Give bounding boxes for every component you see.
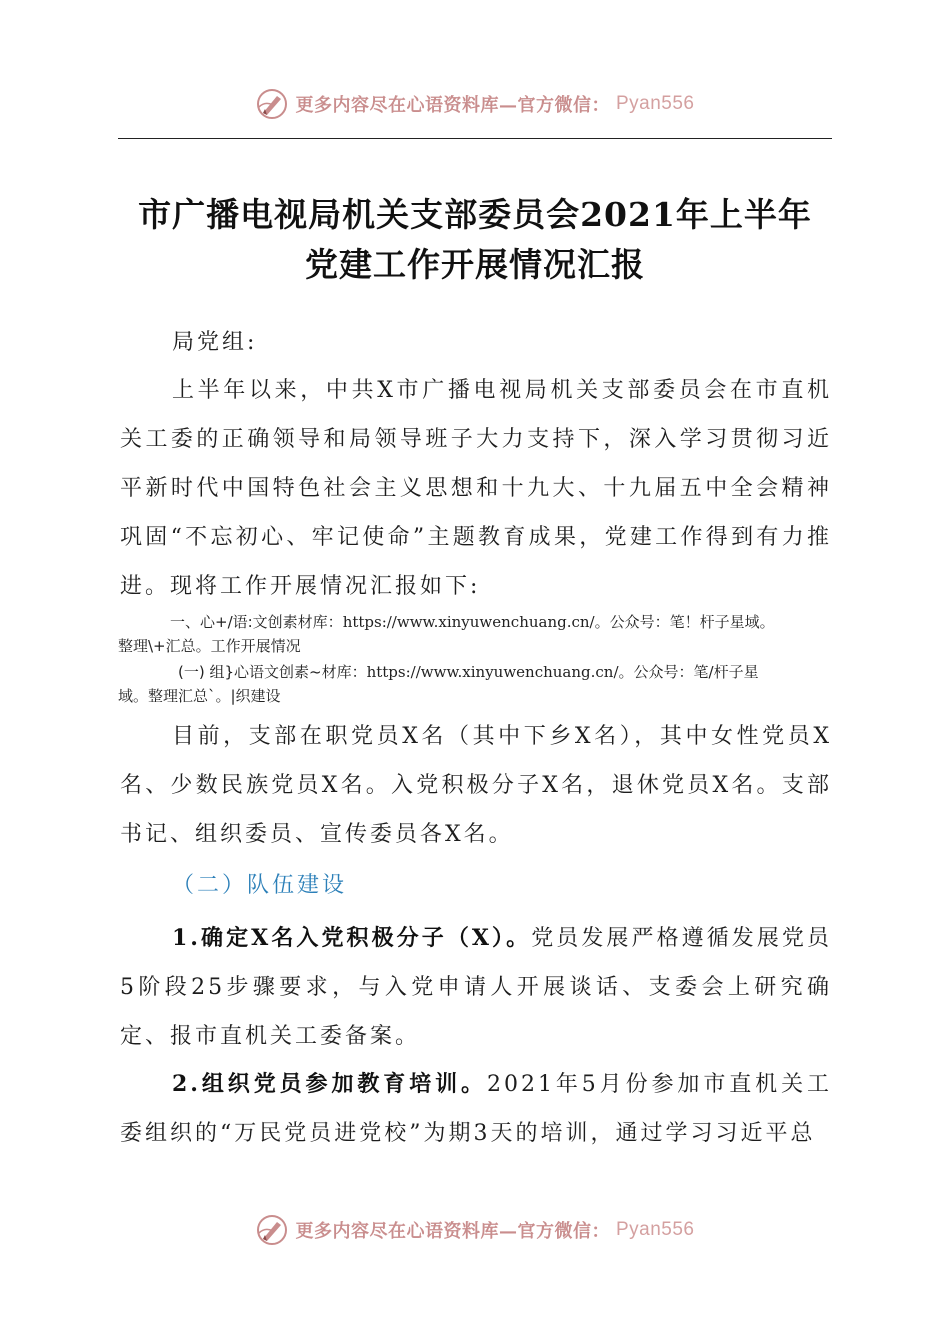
footer-watermark-wechat-id: Pyan556 [615,1219,695,1240]
pen-circle-logo-icon [255,87,289,121]
item2-paragraph [120,1060,832,1158]
section1a-url: https://www.xinyuwenchuang.cn/ [366,663,619,681]
section1a-suffix: 。公众号：笔/杆子星 [618,663,759,681]
item1-body: 党员发展严格遵循发展党员5阶段25步骤要求，与入党申请人开展谈话、支委会上研究确定、报市直机关工委备案。 [120,926,832,1049]
section1a-prefix: (一) 组}心语文创素~材库： [178,663,367,681]
pen-circle-logo-icon [255,1213,289,1247]
item2-body: 2021年5月份参加市直机关工委组织的“万民党员进党校”为期3天的培训，通过学习习近平总 [120,1072,832,1146]
intro-paragraph: 上半年以来，中共X市广播电视局机关支部委员会在市直机关工委的正确领导和局领导班子大力支持下，深入学习贯彻习近平新时代中国特色社会主义思想和十九大、十九届五中全会精神巩固“不忘初心、牢记使命”主题教育成果，党建工作得到有力推进。现将工作开展情况汇报如下: [120,378,832,599]
section1-suffix: 。公众号：笔！杆子星域。 [594,613,775,631]
section1a-heading-cont: 域。整理汇总`。|织建设 [118,687,281,705]
header-watermark [0,84,950,124]
title-line-1: 市广播电视局机关支部委员会2021年上半年 [138,195,812,234]
section1-heading-cont: 整理\+汇总。工作开展情况 [118,637,301,655]
section-team-building-heading: （二）队伍建设 [172,873,348,898]
section1a-heading [178,661,858,684]
footer-watermark [0,1210,950,1250]
section1-heading [170,611,860,634]
footer-watermark-group [255,1213,694,1247]
header-rule [118,138,832,139]
footer-watermark-chinese-text: 更多内容尽在心语资料库—官方微信： [295,1221,610,1242]
section1-url: https://www.xinyuwenchuang.cn/ [342,613,595,631]
item2-lead: 2.组织党员参加教育培训。 [172,1071,487,1097]
document-title [80,190,870,290]
item1-paragraph [120,914,832,1061]
item1-lead: 1.确定X名入党积极分子（X）。 [172,925,532,951]
watermark-group [255,87,694,121]
section1-prefix: 一、心+/语:文创素材库： [170,613,343,631]
salutation: 局党组: [172,330,258,355]
org-paragraph: 目前，支部在职党员X名（其中下乡X名），其中女性党员X名、少数民族党员X名。入党积极分子X名，退休党员X名。支部书记、组织委员、宣传委员各X名。 [120,724,832,847]
watermark-chinese-text: 更多内容尽在心语资料库—官方微信： [295,95,610,116]
watermark-wechat-id: Pyan556 [615,93,695,114]
title-line-2: 党建工作开展情况汇报 [305,245,645,284]
